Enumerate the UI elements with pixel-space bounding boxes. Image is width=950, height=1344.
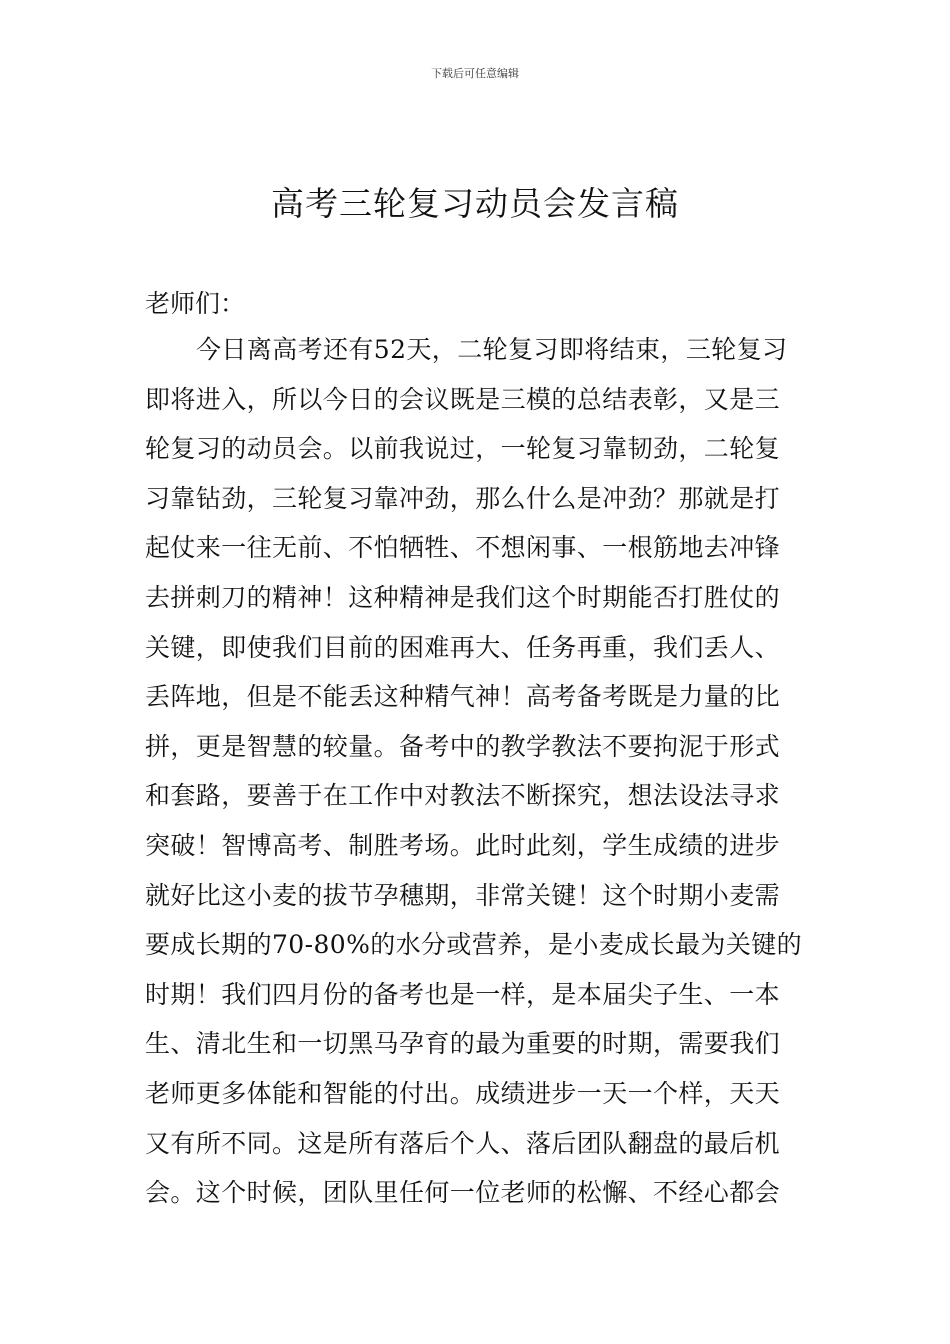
body-paragraph — [145, 334, 810, 1227]
text-line: 关键，即使我们目前的困难再大、任务再重，我们丢人、 — [145, 632, 781, 662]
text-line: 丢阵地，但是不能丢这种精气神！高考备考既是力量的比 — [145, 682, 781, 712]
text-line: 今日离高考还有52天，二轮复习即将结束，三轮复习 — [196, 335, 788, 364]
document-title: 高考三轮复习动员会发言稿 — [271, 184, 679, 223]
page-header: 下载后可任意编辑 — [431, 67, 519, 80]
text-line: 要成长期的70-80%的水分或营养，是小麦成长最为关键的 — [145, 930, 803, 960]
text-line: 生、清北生和一切黑马孕育的最为重要的时期，需要我们 — [145, 1029, 781, 1059]
greeting: 老师们： — [145, 289, 246, 318]
text-line: 去拼刺刀的精神！这种精神是我们这个时期能否打胜仗的 — [145, 582, 781, 612]
text-line: 突破！智博高考、制胜考场。此时此刻，学生成绩的进步 — [145, 830, 781, 860]
text-line: 和套路，要善于在工作中对教法不断探究，想法设法寻求 — [145, 781, 781, 811]
text-line: 轮复习的动员会。以前我说过，一轮复习靠韧劲，二轮复 — [145, 434, 781, 464]
text-line: 就好比这小麦的拔节孕穗期，非常关键！这个时期小麦需 — [145, 880, 781, 910]
text-line: 时期！我们四月份的备考也是一样，是本届尖子生、一本 — [145, 979, 781, 1009]
text-line: 习靠钻劲，三轮复习靠冲劲，那么什么是冲劲？那就是打 — [145, 483, 781, 513]
text-line: 老师更多体能和智能的付出。成绩进步一天一个样，天天 — [145, 1078, 781, 1108]
text-line: 起仗来一往无前、不怕牺牲、不想闲事、一根筋地去冲锋 — [145, 533, 781, 563]
text-line: 拼，更是智慧的较量。备考中的教学教法不要拘泥于形式 — [145, 731, 781, 761]
text-line: 又有所不同。这是所有落后个人、落后团队翻盘的最后机 — [145, 1128, 781, 1158]
text-line: 会。这个时候，团队里任何一位老师的松懈、不经心都会 — [145, 1178, 781, 1208]
text-line: 即将进入，所以今日的会议既是三模的总结表彰，又是三 — [145, 384, 781, 414]
